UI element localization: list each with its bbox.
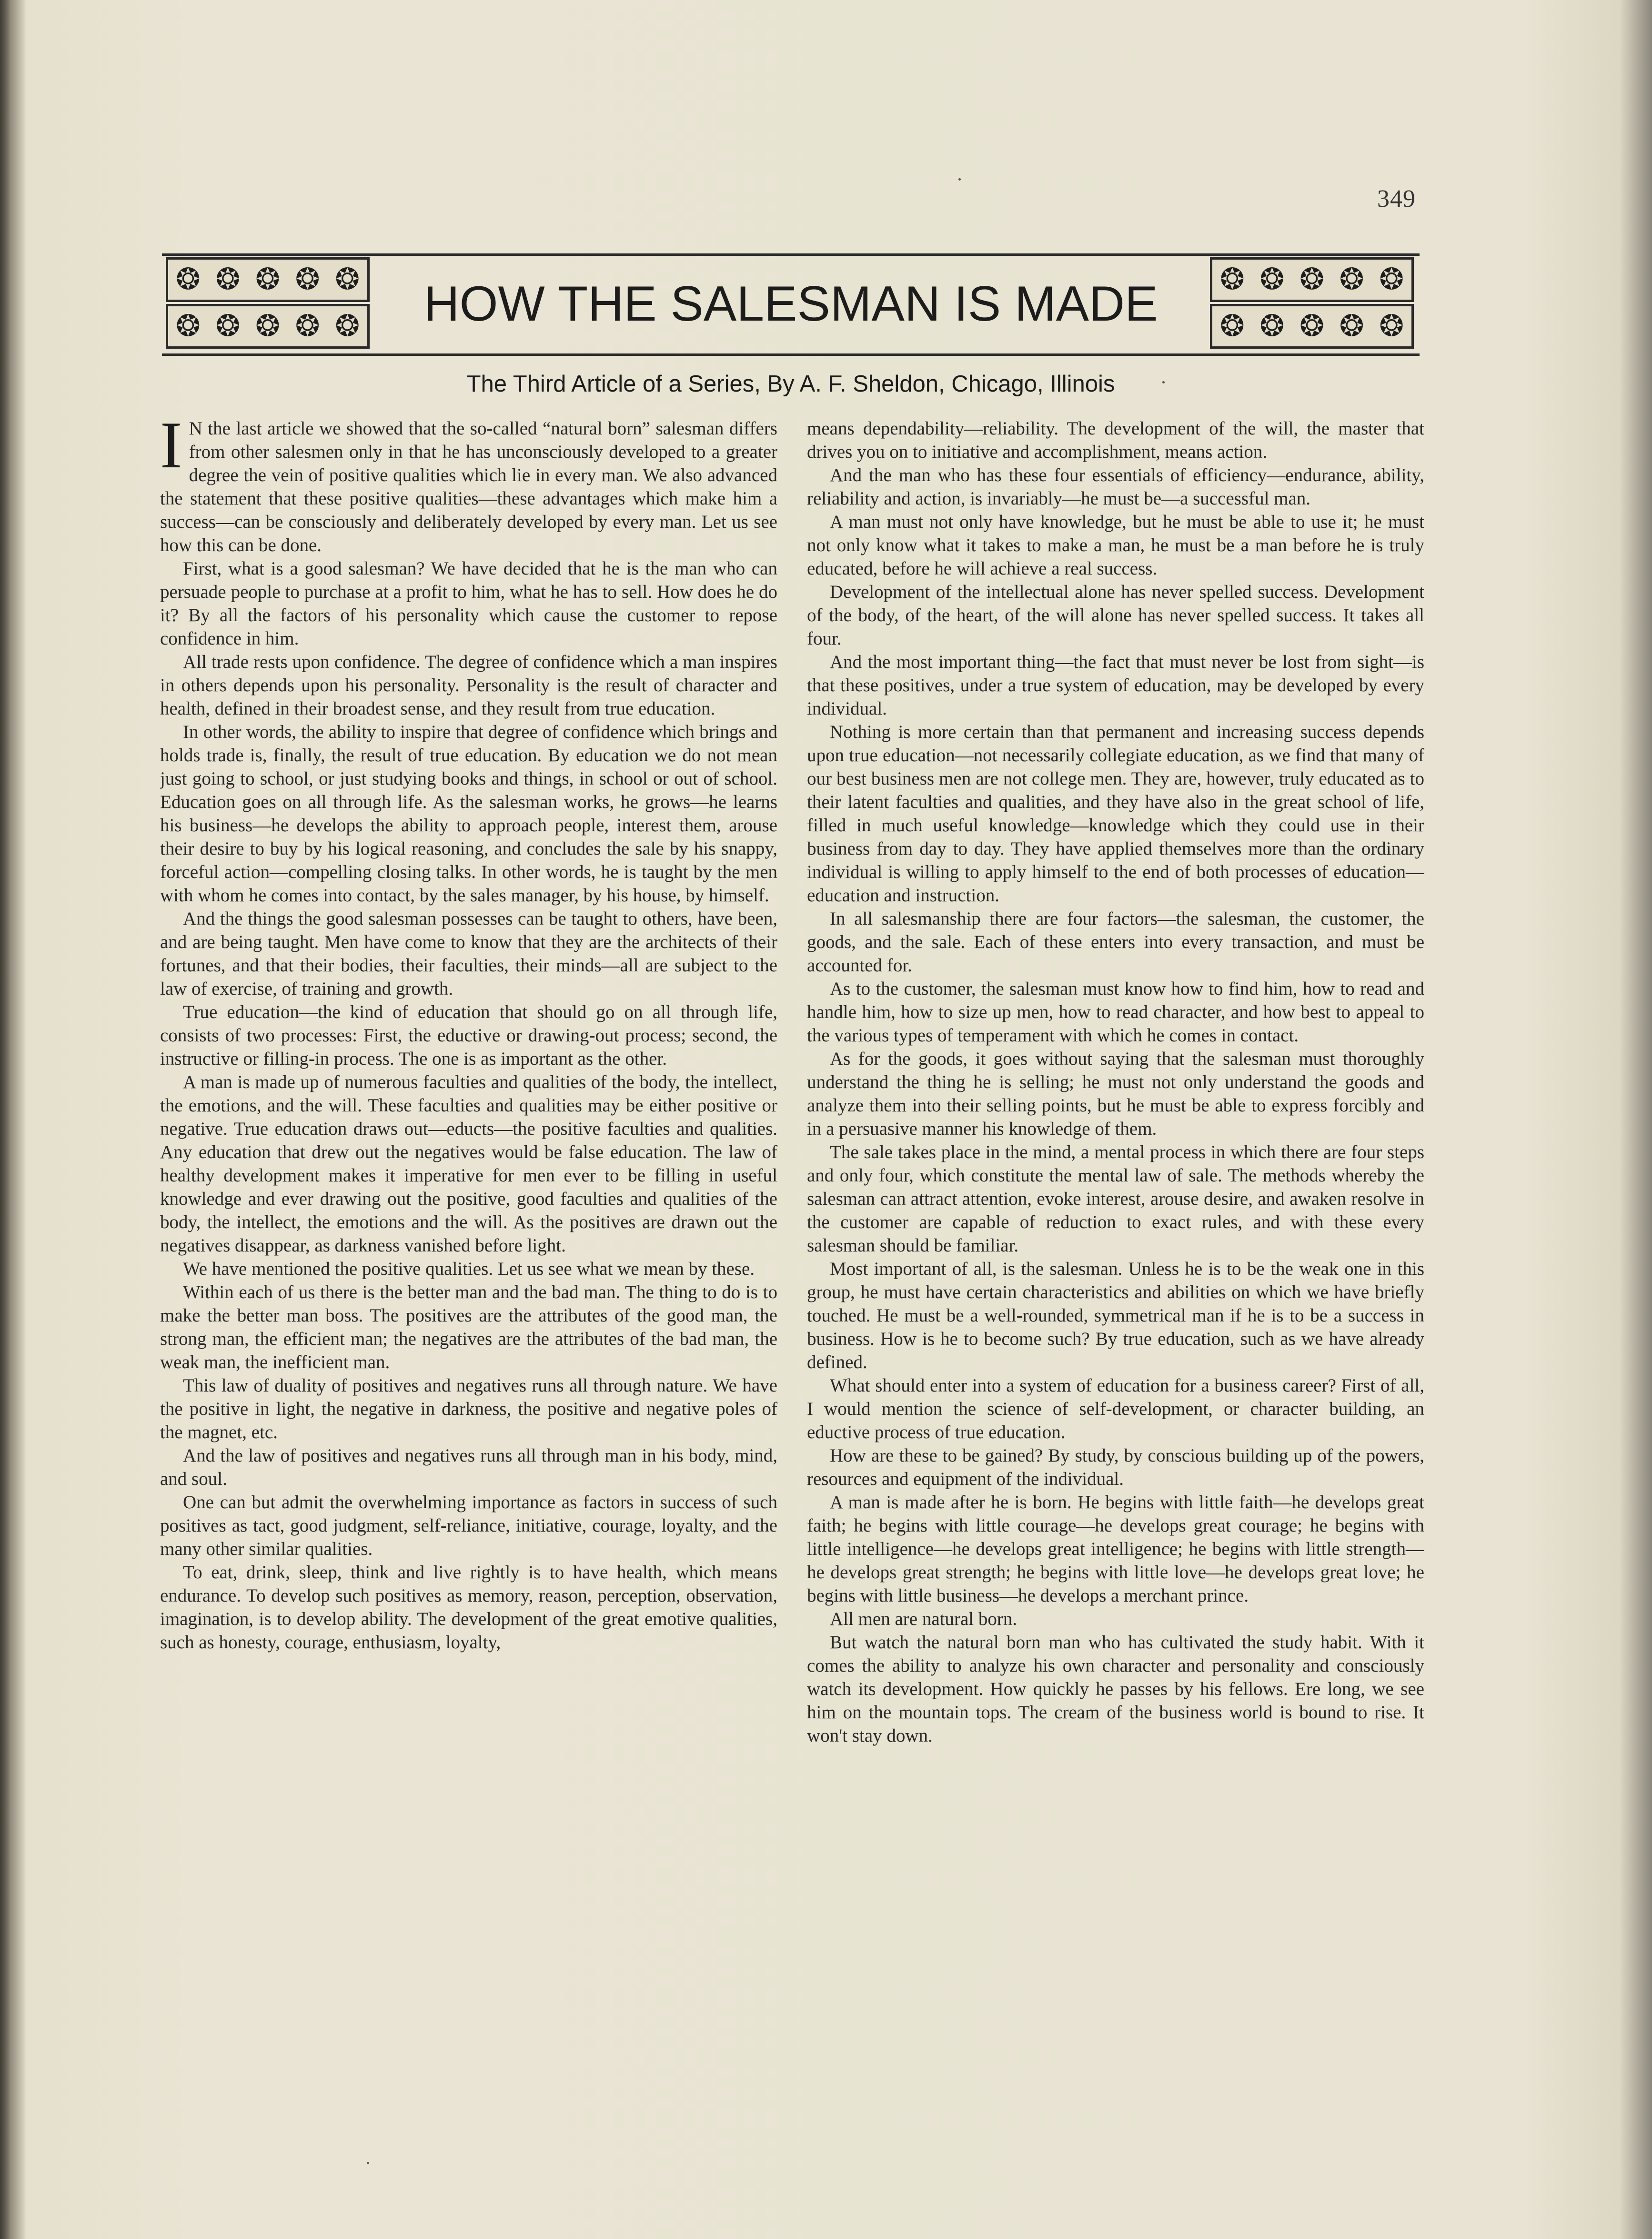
ornament-glyph: ❂ [1379, 310, 1404, 343]
ornament-glyph: ❂ [175, 263, 201, 296]
paragraph-text: And the law of positives and negatives runs all through man in his body, mind, and soul. [160, 1445, 777, 1489]
paragraph-text: And the things the good salesman possesses can be taught to others, have been, and are being taught. Men have come to know that they are the architects of their fortunes, and that their bodies, their faculties, their minds—all are subject to the law of exercise, of training and growth. [160, 908, 777, 999]
paragraph-text: This law of duality of positives and negatives runs all through nature. We have the positive in light, the negative in darkness, the positive and negative poles of the magnet, etc. [160, 1375, 777, 1442]
paragraph-text: All men are natural born. [830, 1609, 1017, 1629]
ornament-glyph: ❂ [215, 263, 241, 296]
ornament-band-top [1210, 257, 1414, 302]
article-paragraph [160, 907, 777, 1000]
ornament-glyph: ❂ [295, 263, 320, 296]
ornament-glyph: ❂ [335, 310, 360, 343]
article-paragraph [807, 907, 1424, 977]
article-paragraph [807, 1607, 1424, 1631]
article-title: HOW THE SALESMAN IS MADE [423, 276, 1158, 332]
ornament-glyph: ❂ [1259, 263, 1285, 296]
article-paragraph [160, 1444, 777, 1491]
article-paragraph [807, 464, 1424, 510]
article-paragraph [807, 720, 1424, 907]
ornament-glyph: ❂ [1299, 263, 1324, 296]
paragraph-text: N the last article we showed that the so-called “natural born” salesman differs from other salesmen only in that he has unconsciously developed to a greater degree the vein of positive qualities which lie in every man. We also advanced the statement that these positive qualities—these advantages which make him a success—can be consciously and deliberately developed by every man. Let us see how this can be done. [160, 418, 777, 555]
ornament-glyph: ❂ [295, 310, 320, 343]
paragraph-text: True education—the kind of education that should go on all through life, consists of two processes: First, the eductive or drawing-out process; second, the instructive or filling-in process. The one is as important as the other. [160, 1002, 777, 1069]
ornament-band-bottom [1210, 304, 1414, 349]
article-paragraph [160, 1491, 777, 1561]
ornament-glyph: ❂ [1299, 310, 1324, 343]
heading-bottom-rule [162, 353, 1420, 356]
paragraph-text: Most important of all, is the salesman. Unless he is to be the weak one in this group, he must have certain characteristics and abilities on which we have briefly touched. He must be a well-rounded, symmetrical man if he is to be a success in business. How is he to become such? By true education, such as we have already defined. [807, 1259, 1424, 1372]
ornament-band-top [166, 257, 370, 302]
paragraph-text: But watch the natural born man who has cultivated the study habit. With it comes the ability to analyze his own character and personality and consciously watch its development. How quickly he passes by his fellows. Ere long, we see him on the mountain tops. The cream of the business world is bound to rise. It won't stay down. [807, 1632, 1424, 1746]
paragraph-text: What should enter into a system of education for a business career? First of all, I would mention the science of self-development, or character building, an eductive process of true education. [807, 1375, 1424, 1442]
paragraph-text: How are these to be gained? By study, by conscious building up of the powers, resources and equipment of the individual. [807, 1445, 1424, 1489]
paragraph-text: means dependability—reliability. The development of the will, the master that drives you on to initiative and accomplishment, means action. [807, 418, 1424, 462]
article-paragraph [807, 1257, 1424, 1374]
article-paragraph [160, 417, 777, 557]
drop-cap: I [160, 417, 182, 482]
paragraph-text: Development of the intellectual alone has never spelled success. Development of the body, of the heart, of the will alone has never spelled success. It takes all four. [807, 582, 1424, 649]
ornament-glyph: ❂ [1379, 263, 1404, 296]
article-paragraph [807, 417, 1424, 464]
ornament-glyph: ❂ [175, 310, 201, 343]
paragraph-text: Nothing is more certain than that permanent and increasing success depends upon true education—not necessarily collegiate education, as we find that many of our best business men are not college men. They are, however, truly educated as to their latent faculties and qualities, and they have also in the great school of life, filled in much useful knowledge—knowledge which they could use in their business from day to day. They have applied themselves more than the ordinary individual is willing to apply himself to the end of both processes of education—education and instruction. [807, 722, 1424, 906]
article-paragraph [160, 1070, 777, 1257]
ornament-glyph: ❂ [1259, 310, 1285, 343]
article-paragraph [160, 557, 777, 650]
page-number: 349 [1377, 185, 1416, 212]
paragraph-text: All trade rests upon confidence. The degree of confidence which a man inspires in others depends upon his personality. Personality is the result of character and health, defined in their broadest sense, and they result from true education. [160, 652, 777, 719]
left-ornament [166, 257, 370, 349]
left-text-column [160, 417, 777, 2070]
ornament-glyph: ❂ [215, 310, 241, 343]
paper-speck [367, 2162, 369, 2164]
article-paragraph [807, 977, 1424, 1047]
right-text-column [807, 417, 1424, 2070]
paragraph-text: In all salesmanship there are four factors—the salesman, the customer, the goods, and the sale. Each of these enters into every transaction, and must be accounted for. [807, 908, 1424, 976]
paragraph-text: The sale takes place in the mind, a mental process in which there are four steps and only four, which constitute the mental law of sale. The methods whereby the salesman can attract attention, evoke interest, arouse desire, and awaken resolve in the customer are capable of reduction to exact rules, and with these every salesman should be familiar. [807, 1142, 1424, 1256]
ornament-glyph: ❂ [1219, 263, 1245, 296]
article-paragraph [807, 1047, 1424, 1140]
paragraph-text: As for the goods, it goes without saying that the salesman must thoroughly understand the thing he is selling; he must not only understand the goods and analyze them into their selling points, but he must be able to express forcibly and in a persuasive manner his knowledge of them. [807, 1049, 1424, 1139]
paragraph-text: Within each of us there is the better man and the bad man. The thing to do is to make the better man boss. The positives are the attributes of the good man, the strong man, the efficient man; the negatives are the attributes of the bad man, the weak man, the inefficient man. [160, 1282, 777, 1372]
paragraph-text: A man must not only have knowledge, but he must be able to use it; he must not only know what it takes to make a man, he must be a man before he is truly educated, before he will achieve a real success. [807, 512, 1424, 579]
paragraph-text: One can but admit the overwhelming importance as factors in success of such positives as tact, good judgment, self-reliance, initiative, courage, loyalty, and the many other similar qualities. [160, 1492, 777, 1559]
article-paragraph [807, 510, 1424, 580]
article-paragraph [160, 1281, 777, 1374]
paragraph-text: And the man who has these four essentials of efficiency—endurance, ability, reliability and action, is invariably—he must be—a successful man. [807, 465, 1424, 509]
article-paragraph [160, 1374, 777, 1444]
paragraph-text: A man is made up of numerous faculties and qualities of the body, the intellect, the emotions, and the will. These faculties and qualities may be either positive or negative. True education draws out—educts—the positive faculties and qualities. Any education that drew out the negatives would be false education. The law of healthy development makes it imperative for men ever to be filling in useful knowledge and ever drawing out the positive, good faculties and qualities of the body, the intellect, the emotions and the will. As the positives are drawn out the negatives disappear, as darkness vanished before light. [160, 1072, 777, 1256]
ornament-band-bottom [166, 304, 370, 349]
ornament-glyph: ❂ [255, 310, 280, 343]
ornament-glyph: ❂ [255, 263, 280, 296]
ornament-glyph: ❂ [335, 263, 360, 296]
paper-speck [958, 178, 961, 181]
right-ornament [1210, 257, 1414, 349]
paragraph-text: First, what is a good salesman? We have decided that he is the man who can persuade people to purchase at a profit to him, what he has to sell. How does he do it? By all the factors of his personality which cause the customer to repose confidence in him. [160, 558, 777, 649]
paragraph-text: We have mentioned the positive qualities. Let us see what we mean by these. [183, 1259, 755, 1279]
article-byline: The Third Article of a Series, By A. F. Sheldon, Chicago, Illinois [466, 371, 1115, 397]
ornament-glyph: ❂ [1339, 263, 1364, 296]
paper-speck [1162, 381, 1165, 383]
article-paragraph [807, 1631, 1424, 1747]
article-paragraph [160, 720, 777, 907]
binding-shadow [0, 0, 26, 2239]
article-paragraph [160, 1257, 777, 1281]
article-paragraph [160, 1000, 777, 1070]
paragraph-text: And the most important thing—the fact that must never be lost from sight—is that these positives, under a true system of education, may be developed by every individual. [807, 652, 1424, 719]
article-paragraph [807, 580, 1424, 650]
ornament-glyph: ❂ [1339, 310, 1364, 343]
article-paragraph [807, 1444, 1424, 1491]
paragraph-text: A man is made after he is born. He begins with little faith—he develops great faith; he begins with little courage—he develops great courage; he begins with little intelligence—he develops great intelligence; he begins with little strength—he develops great strength; he begins with little love—he develops great love; he begins with little business—he develops a merchant prince. [807, 1492, 1424, 1606]
article-paragraph [807, 1140, 1424, 1257]
article-paragraph [160, 1561, 777, 1654]
ornament-glyph: ❂ [1219, 310, 1245, 343]
paragraph-text: To eat, drink, sleep, think and live rightly is to have health, which means endurance. To develop such positives as memory, reason, perception, observation, imagination, is to develop ability. The development of the great emotive qualities, such as honesty, courage, enthusiasm, loyalty, [160, 1562, 777, 1653]
article-paragraph [807, 1374, 1424, 1444]
paragraph-text: In other words, the ability to inspire that degree of confidence which brings and holds trade is, finally, the result of true education. By education we do not mean just going to school, or just studying books and things, in school or out of school. Education goes on all through life. As the salesman works, he grows—he learns his business—he develops the ability to approach people, interest them, arouse their desire to buy by his logical reasoning, and concludes the sale by his snappy, forceful action—compelling closing talks. In other words, he is taught by the men with whom he comes into contact, by the sales manager, by his house, by himself. [160, 722, 777, 906]
article-paragraph [160, 650, 777, 720]
heading-top-rule [162, 253, 1420, 256]
paragraph-text: As to the customer, the salesman must know how to find him, how to read and handle him, how to size up men, how to read character, and how best to appeal to the various types of temperament with which he comes in contact. [807, 978, 1424, 1046]
article-paragraph [807, 1491, 1424, 1607]
article-paragraph [807, 650, 1424, 720]
